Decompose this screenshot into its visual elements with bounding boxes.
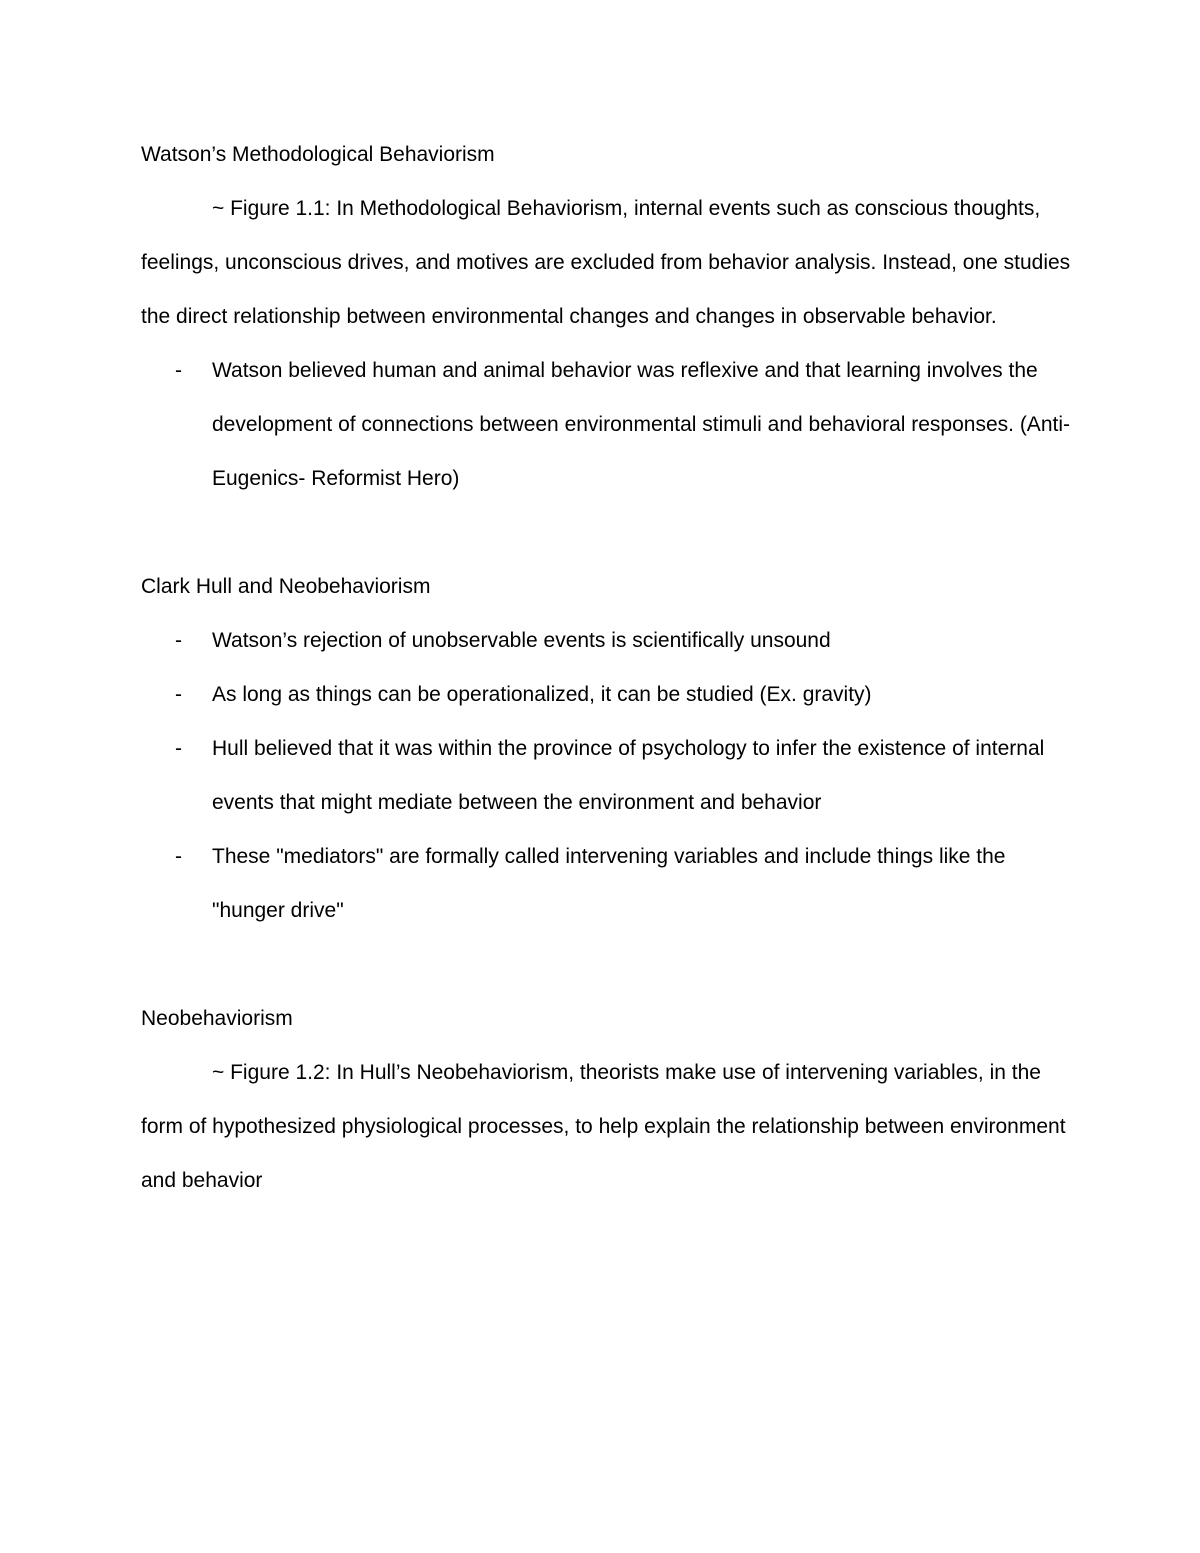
- list-item: [141, 668, 1071, 722]
- list-item-text: Watson’s rejection of unobservable events is scientifically unsound: [212, 629, 831, 652]
- bullet-dash: -: [175, 629, 182, 652]
- bullet-dash: -: [175, 845, 182, 868]
- figure-1-2-caption: ~ Figure 1.2: In Hull’s Neobehaviorism, theorists make use of intervening variables, in the form of hypothesized physiological processes, to help explain the relationship between environment and behavior: [141, 1061, 1066, 1192]
- watson-bullet-list: [141, 344, 1071, 506]
- list-item: [141, 344, 1071, 506]
- bullet-dash: -: [175, 359, 182, 382]
- bullet-dash: -: [175, 737, 182, 760]
- document-body: [141, 128, 1071, 1208]
- list-item: [141, 614, 1071, 668]
- section-spacer: [141, 938, 1071, 992]
- figure-1-1-caption: ~ Figure 1.1: In Methodological Behaviorism, internal events such as conscious thoughts, feelings, unconscious drives, and motives are excluded from behavior analysis. Instead, one studies the direct relationship between environmental changes and changes in observable behavior.: [141, 197, 1071, 328]
- list-item-text: As long as things can be operationalized, it can be studied (Ex. gravity): [212, 683, 872, 706]
- list-item-text: Watson believed human and animal behavior was reflexive and that learning involves the development of connections between environmental stimuli and behavioral responses. (Anti-Eugenics- Reformist Hero): [212, 359, 1070, 490]
- section-spacer: [141, 506, 1071, 560]
- section-heading-neobehaviorism: Neobehaviorism: [141, 1007, 293, 1030]
- section-heading-watson: Watson’s Methodological Behaviorism: [141, 143, 495, 166]
- list-item-text: Hull believed that it was within the province of psychology to infer the existence of internal events that might mediate between the environment and behavior: [212, 737, 1045, 814]
- list-item: [141, 830, 1071, 938]
- hull-bullet-list: [141, 614, 1071, 938]
- list-item: [141, 722, 1071, 830]
- section-heading-hull: Clark Hull and Neobehaviorism: [141, 575, 431, 598]
- bullet-dash: -: [175, 683, 182, 706]
- list-item-text: These "mediators" are formally called intervening variables and include things like the "hunger drive": [212, 845, 1006, 922]
